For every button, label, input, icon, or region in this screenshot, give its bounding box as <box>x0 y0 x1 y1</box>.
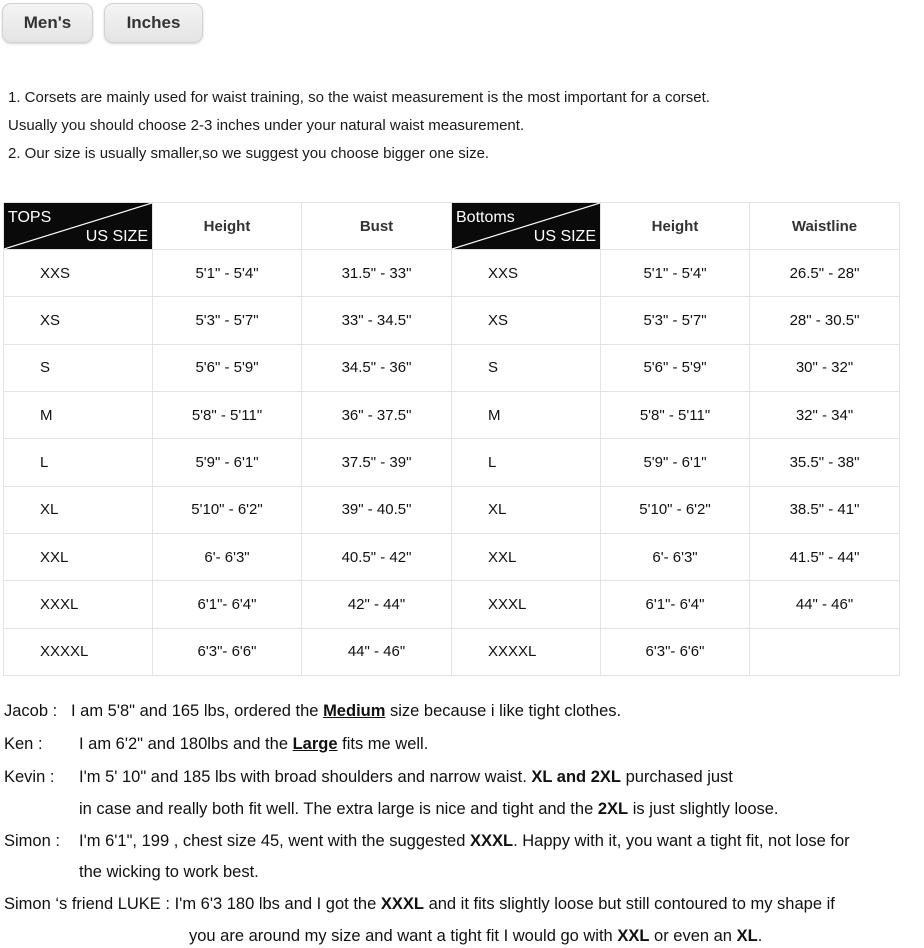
bottoms-height-cell: 5'1" - 5'4" <box>601 250 750 297</box>
bottoms-height-cell: 5'8" - 5'11" <box>601 391 750 438</box>
bottoms-size-cell: M <box>452 391 601 438</box>
reviewer-name: Simon : <box>4 832 60 850</box>
review-luke-line-2 <box>189 927 762 946</box>
review-text: the wicking to work best. <box>79 863 259 881</box>
review-highlight: XL <box>736 927 758 945</box>
tops-us-size-label: US SIZE <box>85 228 148 245</box>
tops-bust-cell: 36" - 37.5" <box>302 391 452 438</box>
bottoms-height-cell: 5'9" - 6'1" <box>601 439 750 486</box>
reviewer-name: Kevin : <box>4 768 55 786</box>
review-text: is just slightly loose. <box>632 800 779 818</box>
table-row <box>4 344 900 391</box>
table-row <box>4 297 900 344</box>
bottoms-waist-cell: 41.5" - 44" <box>750 533 900 580</box>
tops-size-cell: XXXXL <box>4 628 153 675</box>
bottoms-label: Bottoms <box>456 209 515 226</box>
review-text: purchased just <box>625 768 733 786</box>
review-simon-line-2 <box>79 863 259 882</box>
tops-label: TOPS <box>8 209 52 226</box>
bottoms-height-header: Height <box>601 203 750 250</box>
review-text: I'm 6'3 180 lbs and I got the <box>174 895 377 913</box>
review-text: . Happy with it, you want a tight fit, not lose for <box>513 832 850 850</box>
review-kevin <box>4 768 733 787</box>
size-chart-table <box>3 202 900 676</box>
table-row <box>4 250 900 297</box>
bottoms-size-cell: XL <box>452 486 601 533</box>
table-row <box>4 439 900 486</box>
bottoms-corner-header <box>452 203 601 250</box>
tops-bust-cell: 40.5" - 42" <box>302 533 452 580</box>
table-row <box>4 581 900 628</box>
bottoms-waist-cell: 30" - 32" <box>750 344 900 391</box>
tops-bust-cell: 31.5" - 33" <box>302 250 452 297</box>
tops-height-cell: 5'3" - 5'7" <box>153 297 302 344</box>
tops-bust-cell: 37.5" - 39" <box>302 439 452 486</box>
review-luke <box>4 895 835 914</box>
bottoms-size-cell: L <box>452 439 601 486</box>
tops-height-cell: 6'- 6'3" <box>153 533 302 580</box>
tops-height-cell: 6'1"- 6'4" <box>153 581 302 628</box>
tops-size-cell: M <box>4 391 153 438</box>
bottoms-waist-cell <box>750 628 900 675</box>
table-row <box>4 533 900 580</box>
review-simon <box>4 832 850 851</box>
tops-height-cell: 5'6" - 5'9" <box>153 344 302 391</box>
note-line-3: 2. Our size is usually smaller,so we suggest you choose bigger one size. <box>8 145 490 162</box>
tops-size-cell: L <box>4 439 153 486</box>
bottoms-height-cell: 6'1"- 6'4" <box>601 581 750 628</box>
tops-size-cell: XL <box>4 486 153 533</box>
tops-bust-header: Bust <box>302 203 452 250</box>
review-highlight: Large <box>292 735 338 753</box>
tops-corner-header <box>4 203 153 250</box>
bottoms-waist-cell: 32" - 34" <box>750 391 900 438</box>
review-text: in case and really both fit well. The extra large is nice and tight and the <box>79 800 594 818</box>
bottoms-size-cell: S <box>452 344 601 391</box>
tops-bust-cell: 42" - 44" <box>302 581 452 628</box>
review-highlight: XL and 2XL <box>531 768 621 786</box>
tops-height-cell: 5'10" - 6'2" <box>153 486 302 533</box>
bottoms-height-cell: 6'- 6'3" <box>601 533 750 580</box>
review-text: and it fits slightly loose but still contoured to my shape if <box>428 895 835 913</box>
note-line-2: Usually you should choose 2-3 inches under your natural waist measurement. <box>8 117 525 134</box>
bottoms-height-cell: 5'6" - 5'9" <box>601 344 750 391</box>
reviewer-name: Ken : <box>4 735 43 753</box>
review-text: or even an <box>654 927 732 945</box>
tops-size-cell: XXXL <box>4 581 153 628</box>
tops-bust-cell: 44" - 46" <box>302 628 452 675</box>
reviewer-name: Simon ‘s friend LUKE : <box>4 895 170 913</box>
bottoms-size-cell: XXS <box>452 250 601 297</box>
table-row <box>4 628 900 675</box>
review-highlight: XXL <box>617 927 650 945</box>
bottoms-height-cell: 6'3"- 6'6" <box>601 628 750 675</box>
bottoms-waist-cell: 35.5" - 38" <box>750 439 900 486</box>
review-text: I'm 5' 10" and 185 lbs with broad shoulders and narrow waist. <box>79 768 527 786</box>
tops-size-cell: S <box>4 344 153 391</box>
bottoms-waist-cell: 28" - 30.5" <box>750 297 900 344</box>
bottoms-size-cell: XXXL <box>452 581 601 628</box>
tops-size-cell: XS <box>4 297 153 344</box>
tops-height-cell: 6'3"- 6'6" <box>153 628 302 675</box>
tops-height-cell: 5'9" - 6'1" <box>153 439 302 486</box>
bottoms-waist-cell: 44" - 46" <box>750 581 900 628</box>
table-row <box>4 486 900 533</box>
review-kevin-line-2 <box>79 800 779 819</box>
review-text: I am 6'2" and 180lbs and the <box>79 735 288 753</box>
gender-toggle-button[interactable]: Men's <box>2 3 93 43</box>
review-jacob <box>4 702 621 721</box>
unit-toggle-button[interactable]: Inches <box>104 3 203 43</box>
review-text: I am 5'8" and 165 lbs, ordered the <box>70 702 319 720</box>
tops-bust-cell: 33" - 34.5" <box>302 297 452 344</box>
review-text: you are around my size and want a tight fit I would go with <box>189 927 613 945</box>
review-highlight: Medium <box>323 702 386 720</box>
bottoms-height-cell: 5'10" - 6'2" <box>601 486 750 533</box>
note-line-1: 1. Corsets are mainly used for waist training, so the waist measurement is the most important for a corset. <box>8 89 710 106</box>
tops-height-cell: 5'8" - 5'11" <box>153 391 302 438</box>
tops-size-cell: XXL <box>4 533 153 580</box>
bottoms-size-cell: XXL <box>452 533 601 580</box>
review-highlight: XXXL <box>380 895 424 913</box>
tops-bust-cell: 39" - 40.5" <box>302 486 452 533</box>
size-chart-header-row <box>4 203 900 250</box>
tops-size-cell: XXS <box>4 250 153 297</box>
review-text: fits me well. <box>342 735 429 753</box>
tops-height-cell: 5'1" - 5'4" <box>153 250 302 297</box>
bottoms-size-cell: XS <box>452 297 601 344</box>
review-highlight: 2XL <box>597 800 629 818</box>
bottoms-waistline-header: Waistline <box>750 203 900 250</box>
bottoms-size-cell: XXXXL <box>452 628 601 675</box>
review-highlight: XXXL <box>469 832 514 850</box>
bottoms-waist-cell: 38.5" - 41" <box>750 486 900 533</box>
table-row <box>4 391 900 438</box>
review-text: size because i like tight clothes. <box>390 702 622 720</box>
tops-bust-cell: 34.5" - 36" <box>302 344 452 391</box>
bottoms-us-size-label: US SIZE <box>533 228 596 245</box>
reviewer-name: Jacob : <box>4 702 58 720</box>
bottoms-waist-cell: 26.5" - 28" <box>750 250 900 297</box>
review-ken <box>4 735 428 754</box>
review-text: . <box>757 927 763 945</box>
review-text: I'm 6'1", 199 , chest size 45, went with the suggested <box>79 832 466 850</box>
tops-height-header: Height <box>153 203 302 250</box>
bottoms-height-cell: 5'3" - 5'7" <box>601 297 750 344</box>
